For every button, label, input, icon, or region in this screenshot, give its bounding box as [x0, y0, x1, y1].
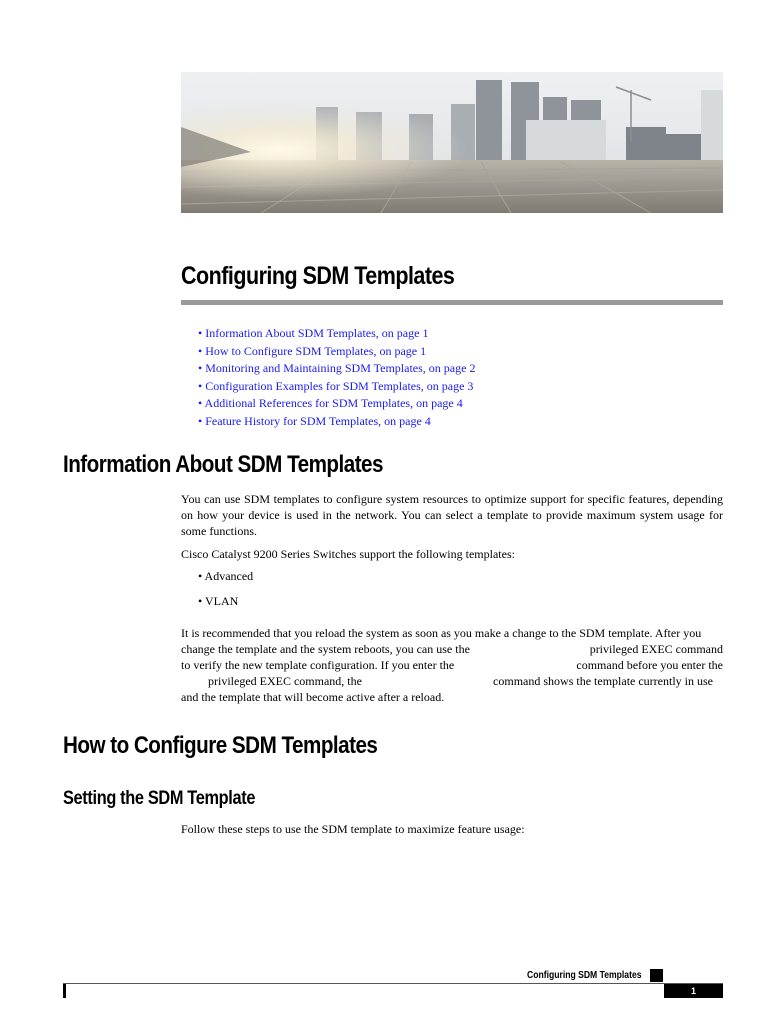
paragraph-line	[181, 641, 723, 657]
subsection-heading: Setting the SDM Template	[63, 788, 256, 809]
paragraph-line	[181, 657, 723, 673]
paragraph-line	[181, 673, 723, 689]
footer-marker	[650, 969, 663, 982]
intro-paragraph	[181, 491, 723, 540]
header-city-banner	[181, 72, 723, 213]
line-text: It is recommended that you reload the system as soon as you make a change to the SDM template. After you	[181, 626, 702, 640]
toc-item[interactable]	[198, 413, 475, 431]
paragraph-line: some functions.	[181, 524, 257, 539]
footer-rule	[63, 983, 723, 984]
paragraph-line	[181, 625, 723, 641]
line-text: command before you enter the	[576, 658, 723, 672]
support-paragraph: Cisco Catalyst 9200 Series Switches support the following templates:	[181, 547, 515, 561]
toc-link[interactable]: • Configuration Examples for SDM Templates, on page 3	[198, 378, 474, 393]
toc-link[interactable]: • Monitoring and Maintaining SDM Templates, on page 2	[198, 361, 476, 375]
section-heading-howto: How to Configure SDM Templates	[63, 732, 378, 759]
steps-intro-paragraph: Follow these steps to use the SDM template to maximize feature usage:	[181, 822, 525, 836]
toc-item[interactable]	[198, 378, 475, 396]
template-list-item: • Advanced	[198, 569, 254, 583]
toc-link[interactable]: • Information About SDM Templates, on page 1	[198, 326, 429, 340]
line-text: change the template and the system reboots, you can use the	[181, 642, 470, 656]
toc-item[interactable]	[198, 395, 475, 413]
line-text: to verify the new template configuration. If you enter the	[181, 658, 455, 672]
line-text: command shows the template currently in use	[493, 674, 713, 688]
toc-list	[198, 325, 475, 430]
line-text: privileged EXEC command, the	[208, 674, 362, 688]
paragraph-line	[181, 689, 723, 705]
footer-chapter-label: Configuring SDM Templates	[527, 970, 642, 981]
reload-paragraph	[181, 625, 723, 705]
paragraph-line: You can use SDM templates to configure system resources to optimize support for specific features, depending	[181, 492, 723, 506]
template-list	[198, 569, 253, 619]
page-number: 1	[664, 984, 723, 998]
toc-item[interactable]	[198, 360, 475, 378]
title-rule	[181, 300, 723, 305]
section-heading-information: Information About SDM Templates	[63, 451, 383, 478]
toc-item[interactable]	[198, 343, 475, 361]
line-text: and the template that will become active after a reload.	[181, 690, 445, 704]
line-text: privileged EXEC command	[589, 642, 723, 656]
toc-link[interactable]: • Feature History for SDM Templates, on page 4	[198, 413, 431, 428]
template-list-item: • VLAN	[198, 594, 239, 608]
toc-item[interactable]	[198, 325, 475, 343]
footer-tick	[63, 984, 66, 998]
chapter-title: Configuring SDM Templates	[181, 262, 455, 290]
toc-link[interactable]: • How to Configure SDM Templates, on page 1	[198, 343, 427, 358]
paragraph-line: on how your device is used in the network. You can select a template to provide maximum system usage for	[181, 508, 723, 523]
toc-link[interactable]: • Additional References for SDM Templates, on page 4	[198, 396, 463, 410]
